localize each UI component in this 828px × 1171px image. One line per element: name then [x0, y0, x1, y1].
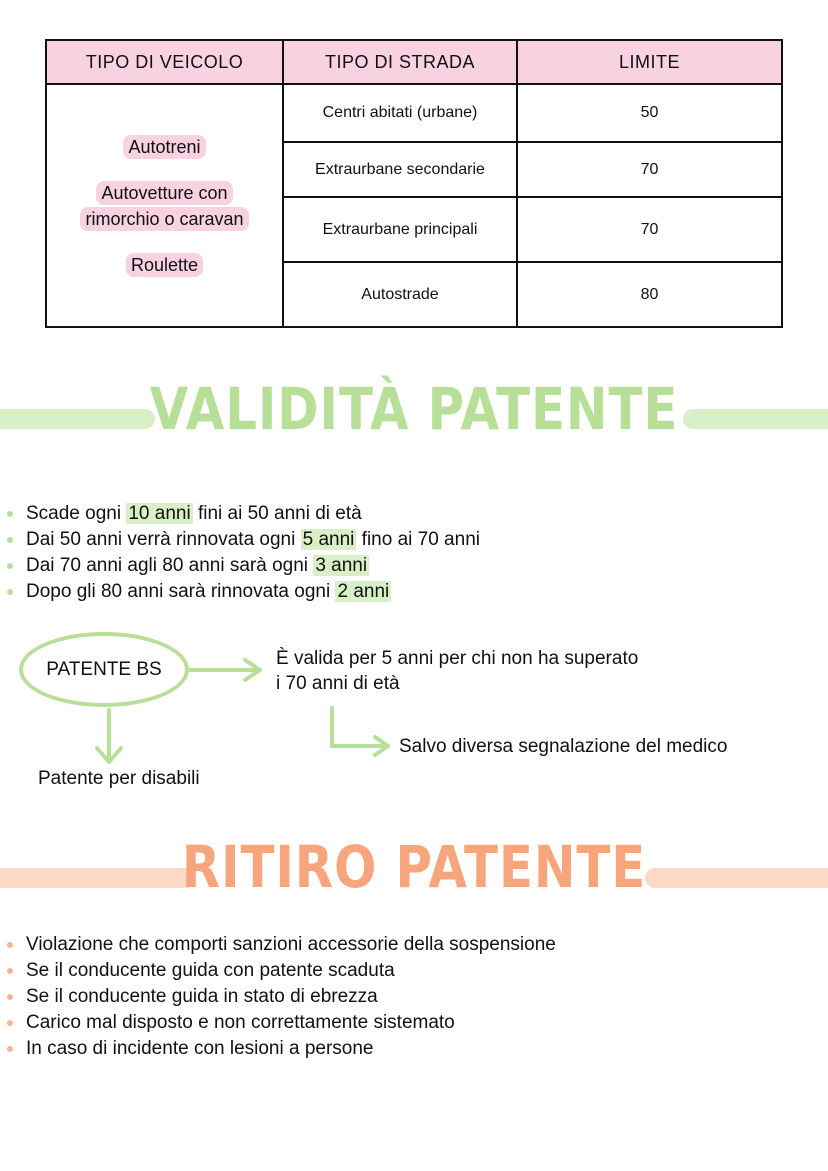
- list-text: Scade ogni: [26, 503, 127, 524]
- vehicle-autovetture-line2: rimorchio o caravan: [80, 207, 248, 231]
- validita-list: [0, 501, 480, 605]
- validity-line-2: i 70 anni di età: [276, 673, 400, 694]
- list-text: Dai 50 anni verrà rinnovata ogni: [26, 529, 301, 550]
- header-vehicle-type: TIPO DI VEICOLO: [46, 40, 283, 84]
- header-limit: LIMITE: [517, 40, 782, 84]
- header-road-type: TIPO DI STRADA: [283, 40, 517, 84]
- ritiro-title: RITIRO PATENTE: [181, 833, 647, 901]
- bullet-icon: [7, 537, 13, 543]
- highlight: 5 anni: [302, 529, 355, 550]
- road-type-cell: Autostrade: [283, 262, 517, 327]
- road-type-cell: Centri abitati (urbane): [283, 84, 517, 142]
- vehicles-cell: [46, 84, 283, 327]
- vehicle-autotreni: Autotreni: [123, 135, 205, 159]
- bullet-icon: [7, 968, 13, 974]
- bullet-icon: [7, 589, 13, 595]
- list-item: [0, 553, 480, 579]
- limit-cell: 70: [517, 197, 782, 263]
- list-text: Se il conducente guida con patente scaduta: [26, 960, 395, 981]
- list-item: [0, 1010, 556, 1036]
- speed-limit-table: [45, 39, 783, 328]
- bullet-icon: [7, 511, 13, 517]
- list-text: In caso di incidente con lesioni a persone: [26, 1038, 374, 1059]
- list-item: [0, 932, 556, 958]
- list-item: [0, 958, 556, 984]
- list-text: Carico mal disposto e non correttamente sistemato: [26, 1012, 455, 1033]
- table-header-row: [46, 40, 782, 84]
- limit-cell: 80: [517, 262, 782, 327]
- list-text: Dopo gli 80 anni sarà rinnovata ogni: [26, 581, 336, 602]
- highlight: 2 anni: [337, 581, 390, 602]
- highlight: 3 anni: [315, 555, 368, 576]
- vehicle-autovetture-line1: Autovetture con: [96, 181, 232, 205]
- bullet-icon: [7, 1020, 13, 1026]
- bullet-icon: [7, 994, 13, 1000]
- list-item: [0, 984, 556, 1010]
- highlight: 10 anni: [128, 503, 191, 524]
- road-type-cell: Extraurbane secondarie: [283, 142, 517, 196]
- bullet-icon: [7, 942, 13, 948]
- list-text: Violazione che comporti sanzioni accessorie della sospensione: [26, 934, 556, 955]
- list-text: Dai 70 anni agli 80 anni sarà ogni: [26, 555, 314, 576]
- limit-cell: 50: [517, 84, 782, 142]
- list-item: [0, 1036, 556, 1062]
- list-text: fini ai 50 anni di età: [192, 503, 362, 524]
- table-row: [46, 84, 782, 142]
- list-text: Se il conducente guida in stato di ebrezza: [26, 986, 378, 1007]
- road-type-cell: Extraurbane principali: [283, 197, 517, 263]
- arrow-down-icon: [97, 710, 121, 762]
- medical-note: Salvo diversa segnalazione del medico: [399, 736, 728, 757]
- limit-cell: 70: [517, 142, 782, 196]
- disabled-license-label: Patente per disabili: [38, 768, 200, 789]
- arrow-right-icon: [190, 660, 260, 680]
- elbow-arrow-icon: [332, 708, 388, 755]
- validita-title: VALIDITÀ PATENTE: [149, 375, 679, 443]
- list-item: [0, 527, 480, 553]
- validity-line-1: È valida per 5 anni per chi non ha superato: [276, 648, 639, 669]
- list-text: fino ai 70 anni: [356, 529, 480, 550]
- patente-bs-oval: PATENTE BS: [19, 632, 189, 707]
- list-item: [0, 579, 480, 605]
- list-item: [0, 501, 480, 527]
- bullet-icon: [7, 1046, 13, 1052]
- ritiro-list: [0, 932, 556, 1062]
- bullet-icon: [7, 563, 13, 569]
- vehicle-roulette: Roulette: [126, 253, 203, 277]
